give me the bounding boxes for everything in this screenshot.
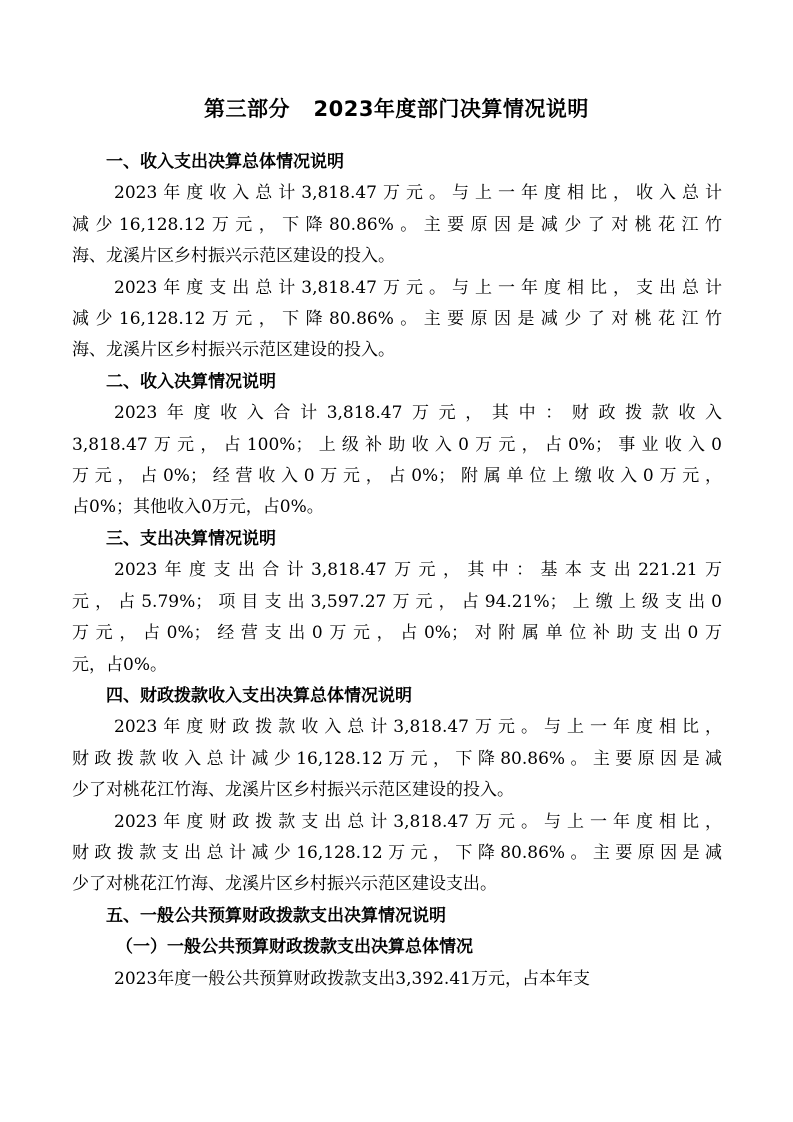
paragraph-line: 2023年度财政拨款收入总计3,818.47万元。与上一年度相比， [114,717,722,738]
document-title: 第三部分 2023年度部门决算情况说明 [204,97,589,121]
section-heading: 二、收入决算情况说明 [106,371,276,392]
paragraph [72,964,722,995]
paragraph-line: 2023年度财政拨款支出总计3,818.47万元。与上一年度相比， [114,811,722,832]
paragraph-line: 海、龙溪片区乡村振兴示范区建设的投入。 [72,246,395,267]
paragraph-line: 元，占5.79%；项目支出3,597.27万元，占94.21%；上缴上级支出0 [72,591,722,612]
section-heading: 四、财政拨款收入支出决算总体情况说明 [106,685,412,706]
paragraph [72,807,722,901]
paragraph-line: 2023年度支出合计3,818.47万元，其中：基本支出221.21万 [114,560,722,581]
paragraph-line: 2023年度收入合计3,818.47万元，其中：财政拨款收入 [114,403,722,424]
paragraph-line: 2023年度一般公共预算财政拨款支出3,392.41万元，占本年支 [114,968,590,989]
paragraph-line: 财政拨款收入总计减少16,128.12万元，下降80.86%。主要原因是减 [72,748,722,769]
section-heading: 三、支出决算情况说明 [106,528,276,549]
paragraph-line: 少了对桃花江竹海、龙溪片区乡村振兴示范区建设的投入。 [72,780,514,801]
paragraph [72,398,722,524]
paragraph-line: 减少16,128.12万元，下降80.86%。主要原因是减少了对桃花江竹 [72,309,722,330]
paragraph-line: 2023年度支出总计3,818.47万元。与上一年度相比，支出总计 [114,277,722,298]
paragraph-line: 海、龙溪片区乡村振兴示范区建设的投入。 [72,340,395,361]
paragraph [72,555,722,681]
paragraph-line: 3,818.47万元，占100%；上级补助收入0万元，占0%；事业收入0 [72,434,722,455]
section-heading: 五、一般公共预算财政拨款支出决算情况说明 [106,905,446,926]
paragraph [72,178,722,272]
document-body [72,147,722,995]
paragraph-line: 万元，占0%；经营支出0万元，占0%；对附属单位补助支出0万 [72,623,722,644]
paragraph [72,273,722,367]
paragraph-line: 元，占0%。 [72,654,167,675]
paragraph-line: 财政拨款支出总计减少16,128.12万元，下降80.86%。主要原因是减 [72,842,722,863]
paragraph [72,712,722,806]
paragraph-line: 减少16,128.12万元，下降80.86%。主要原因是减少了对桃花江竹 [72,214,722,235]
paragraph-line: 2023年度收入总计3,818.47万元。与上一年度相比，收入总计 [114,183,722,204]
section-subheading: （一）一般公共预算财政拨款支出决算总体情况 [116,937,473,958]
paragraph-line: 占0%；其他收入0万元，占0%。 [72,497,324,518]
paragraph-line: 少了对桃花江竹海、龙溪片区乡村振兴示范区建设支出。 [72,874,497,895]
paragraph-line: 万元，占0%；经营收入0万元，占0%；附属单位上缴收入0万元， [72,466,722,487]
section-heading: 一、收入支出决算总体情况说明 [106,152,344,172]
